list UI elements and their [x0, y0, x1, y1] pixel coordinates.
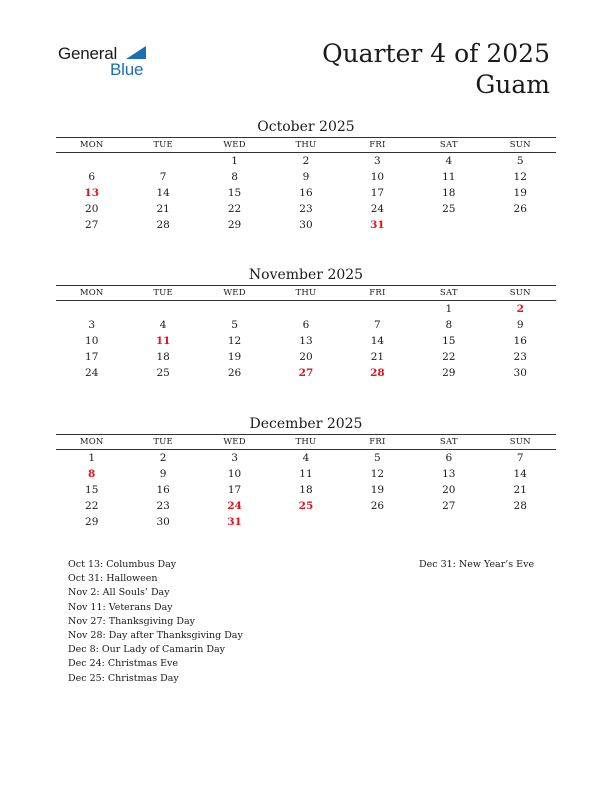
day-cell: 25 [298, 500, 314, 512]
day-cell: 30 [513, 367, 527, 379]
weekday-label: THU [295, 140, 317, 150]
day-cell: 29 [442, 367, 456, 379]
day-cell: 8 [88, 468, 96, 480]
day-cell: 1 [88, 452, 96, 464]
holiday-note: Nov 11: Veterans Day [68, 601, 173, 613]
weekday-label: SAT [439, 288, 458, 298]
week-row [56, 365, 556, 381]
day-cell: 7 [374, 319, 381, 331]
day-cell: 20 [85, 203, 99, 215]
day-cell: 23 [156, 500, 170, 512]
day-cell: 31 [227, 516, 242, 528]
month-title: December 2025 [249, 416, 363, 432]
weekday-label: SUN [509, 288, 531, 298]
week-row [56, 333, 556, 349]
week-row [56, 217, 556, 233]
day-cell: 5 [374, 452, 381, 464]
day-cell: 8 [231, 171, 238, 183]
day-cell: 30 [299, 219, 313, 231]
week-row [56, 498, 556, 514]
weekday-label: MON [79, 437, 104, 447]
day-cell: 13 [84, 187, 100, 199]
day-cell: 21 [513, 484, 527, 496]
day-cell: 7 [516, 452, 524, 464]
day-cell: 22 [227, 203, 242, 215]
day-cell: 30 [156, 516, 170, 528]
weekday-label: TUE [153, 437, 173, 447]
day-cell [127, 301, 198, 317]
holiday-note: Dec 8: Our Lady of Camarin Day [68, 644, 225, 656]
weekday-label: MON [79, 288, 104, 298]
day-cell: 12 [513, 171, 527, 183]
day-cell: 2 [159, 452, 167, 464]
day-cell [199, 301, 270, 317]
weekday-label: FRI [369, 140, 386, 150]
month-calendar [56, 414, 556, 530]
day-cell: 13 [299, 335, 313, 347]
week-row [56, 301, 556, 317]
day-cell: 26 [227, 367, 242, 379]
holiday-note: Dec 24: Christmas Eve [68, 658, 179, 670]
day-cell: 1 [231, 155, 238, 167]
day-cell: 15 [85, 484, 99, 496]
day-cell: 9 [516, 319, 524, 331]
day-cell: 9 [159, 468, 167, 480]
weekday-label: SAT [439, 437, 458, 447]
day-cell: 10 [370, 171, 385, 183]
day-cell: 22 [85, 500, 99, 512]
week-row [56, 450, 556, 466]
day-cell: 12 [370, 468, 385, 480]
logo-text-general: General [58, 44, 118, 63]
day-cell: 14 [370, 335, 385, 347]
weekday-label: THU [295, 437, 317, 447]
day-cell: 26 [370, 500, 385, 512]
day-cell: 4 [302, 452, 310, 464]
week-row [56, 169, 556, 185]
day-cell: 5 [231, 319, 238, 331]
day-cell: 16 [156, 484, 170, 496]
day-cell: 3 [231, 452, 238, 464]
day-cell: 25 [442, 203, 456, 215]
holiday-list-right [419, 558, 534, 572]
week-row [56, 466, 556, 482]
day-cell: 24 [85, 367, 99, 379]
day-cell: 17 [370, 187, 385, 199]
month-title: November 2025 [248, 267, 364, 283]
day-cell: 27 [298, 367, 314, 379]
holiday-note: Dec 31: New Year’s Eve [419, 559, 535, 570]
weekday-label: FRI [369, 288, 386, 298]
day-cell: 19 [370, 484, 385, 496]
quarter-title: Quarter 4 of 2025 [322, 39, 550, 68]
day-cell: 28 [156, 219, 170, 231]
weekday-header [56, 137, 556, 153]
day-cell: 20 [442, 484, 456, 496]
holiday-note: Nov 27: Thanksgiving Day [68, 615, 195, 627]
day-cell: 11 [299, 468, 313, 480]
week-row [56, 514, 556, 530]
weekday-label: SUN [509, 437, 531, 447]
day-cell: 19 [513, 187, 527, 199]
holiday-note: Nov 2: All Souls’ Day [68, 587, 170, 599]
weekday-label: WED [223, 437, 246, 447]
day-cell: 31 [370, 219, 385, 231]
day-cell: 25 [156, 367, 170, 379]
day-cell: 4 [445, 155, 453, 167]
day-cell [413, 514, 484, 530]
page-title [322, 38, 550, 100]
day-cell: 18 [156, 351, 170, 363]
day-cell: 6 [302, 319, 310, 331]
day-cell: 18 [442, 187, 456, 199]
day-cell: 16 [299, 187, 313, 199]
holiday-note: Oct 31: Halloween [68, 573, 158, 585]
day-cell [342, 301, 413, 317]
day-cell [56, 153, 127, 169]
day-cell: 27 [442, 500, 456, 512]
day-cell: 17 [227, 484, 242, 496]
day-cell: 1 [445, 303, 453, 315]
day-cell [270, 301, 341, 317]
week-row [56, 201, 556, 217]
day-cell: 16 [513, 335, 527, 347]
day-cell: 23 [299, 203, 313, 215]
day-cell: 28 [370, 367, 385, 379]
day-cell: 21 [370, 351, 385, 363]
day-cell: 27 [85, 219, 99, 231]
day-cell: 15 [227, 187, 242, 199]
day-cell: 12 [227, 335, 242, 347]
day-cell: 10 [227, 468, 242, 480]
day-cell: 19 [227, 351, 242, 363]
weekday-label: FRI [369, 437, 386, 447]
month-calendar [56, 117, 556, 233]
day-cell: 7 [159, 171, 167, 183]
day-cell: 4 [159, 319, 167, 331]
weekday-label: THU [295, 288, 317, 298]
holiday-note: Oct 13: Columbus Day [68, 559, 177, 570]
weekday-header [56, 285, 556, 301]
day-cell [413, 217, 484, 233]
day-cell [270, 514, 341, 530]
day-cell: 24 [370, 203, 385, 215]
day-cell: 28 [513, 500, 527, 512]
day-cell: 11 [155, 335, 171, 347]
weekday-label: TUE [153, 288, 173, 298]
day-cell: 10 [85, 335, 99, 347]
week-row [56, 349, 556, 365]
day-cell: 2 [302, 155, 310, 167]
day-cell: 29 [227, 219, 242, 231]
day-cell: 23 [513, 351, 527, 363]
day-cell [485, 514, 556, 530]
day-cell: 20 [299, 351, 313, 363]
month-title: October 2025 [257, 119, 355, 135]
day-cell: 3 [88, 319, 96, 331]
weekday-header [56, 434, 556, 450]
day-cell: 22 [442, 351, 456, 363]
day-cell [127, 153, 198, 169]
logo [58, 44, 158, 80]
day-cell: 13 [442, 468, 456, 480]
day-cell: 6 [88, 171, 96, 183]
weekday-label: MON [79, 140, 104, 150]
day-cell: 3 [374, 155, 381, 167]
day-cell: 21 [156, 203, 170, 215]
week-row [56, 317, 556, 333]
day-cell: 6 [445, 452, 453, 464]
day-cell: 14 [156, 187, 170, 199]
weekday-label: WED [223, 140, 246, 150]
holiday-note: Nov 28: Day after Thanksgiving Day [68, 630, 243, 642]
weekday-label: SAT [439, 140, 458, 150]
month-calendar [56, 265, 556, 381]
day-cell: 11 [442, 171, 456, 183]
week-row [56, 153, 556, 169]
day-cell: 26 [513, 203, 527, 215]
day-cell: 9 [302, 171, 310, 183]
day-cell: 2 [516, 303, 524, 315]
day-cell [56, 301, 127, 317]
day-cell [485, 217, 556, 233]
day-cell: 24 [227, 500, 242, 512]
holiday-note: Dec 25: Christmas Day [68, 672, 179, 684]
week-row [56, 482, 556, 498]
country-title: Guam [475, 70, 550, 99]
day-cell: 29 [85, 516, 99, 528]
logo-triangle-icon [126, 46, 146, 59]
day-cell: 15 [442, 335, 456, 347]
week-row [56, 185, 556, 201]
day-cell: 17 [85, 351, 99, 363]
weekday-label: WED [223, 288, 246, 298]
weekday-label: SUN [509, 140, 531, 150]
logo-text-blue: Blue [110, 60, 144, 79]
day-cell [342, 514, 413, 530]
day-cell: 14 [513, 468, 527, 480]
day-cell: 5 [516, 155, 524, 167]
weekday-label: TUE [153, 140, 173, 150]
holiday-list [68, 558, 243, 686]
day-cell: 8 [445, 319, 453, 331]
day-cell: 18 [299, 484, 313, 496]
